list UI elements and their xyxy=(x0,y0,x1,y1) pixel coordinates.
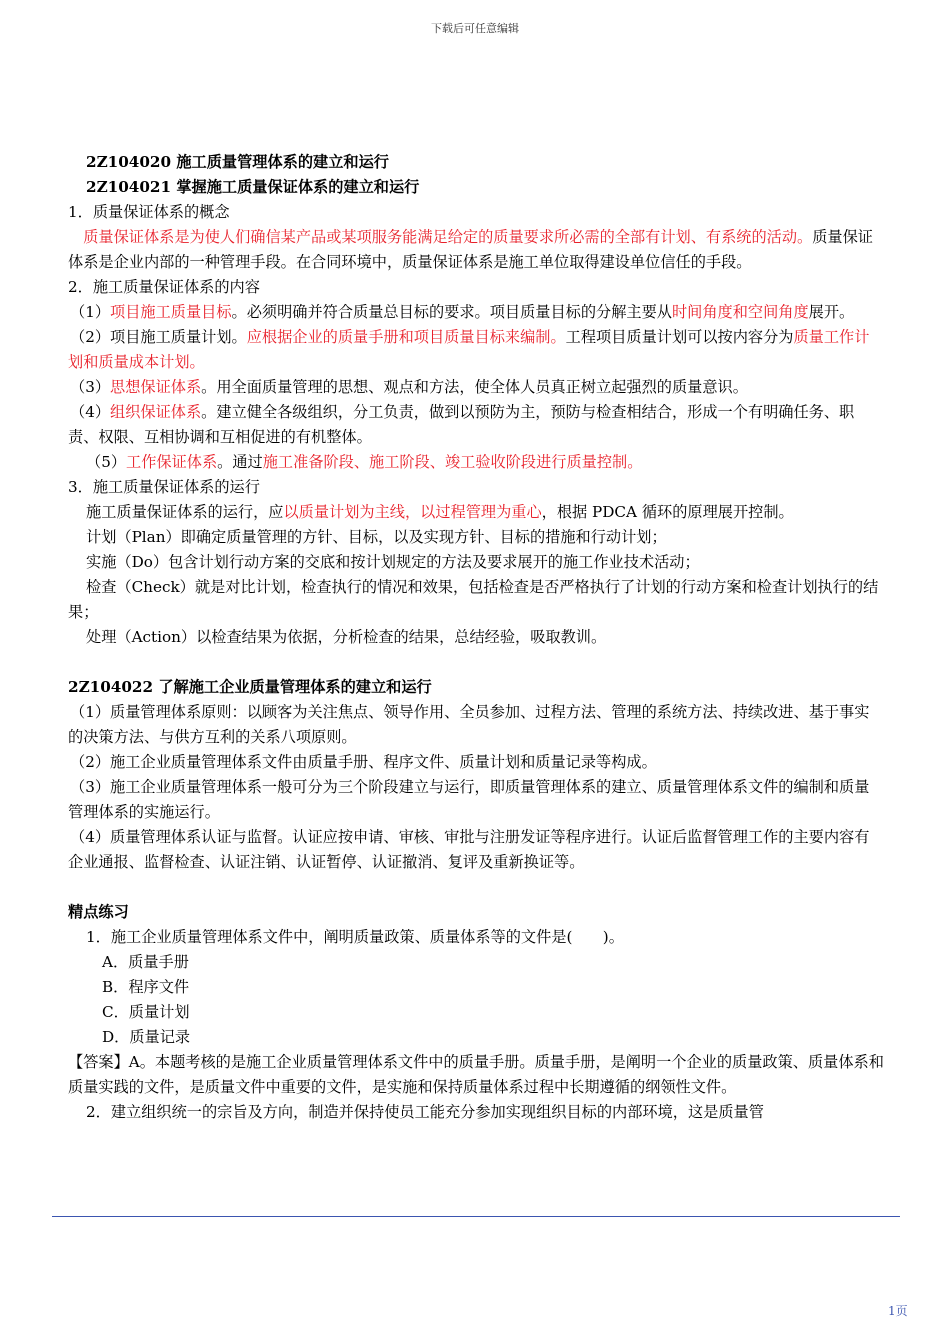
s4-i3-text: （3）施工企业质量管理体系一般可分为三个阶段建立与运行，即质量管理体系的建立、质量管理体系文件的编制和质量管理体系的实施运行。 xyxy=(68,778,870,821)
s4-item-4 xyxy=(68,825,884,875)
s3-check-text: 检查（Check）就是对比计划，检查执行的情况和效果，包括检查是否严格执行了计划的行动方案和检查计划执行的结果； xyxy=(68,578,879,621)
s3-check xyxy=(68,575,884,625)
document-body xyxy=(68,150,884,1125)
s2-i5-text: 。通过 xyxy=(217,453,263,471)
s2-i5-red2: 施工准备阶段、施工阶段、竣工验收阶段进行质量控制。 xyxy=(262,453,643,471)
s3-p1-red: 以质量计划为主线，以过程管理为重心 xyxy=(283,503,542,521)
s2-i2-red: 应根据企业的质量手册和项目质量目标来编制。 xyxy=(246,328,566,346)
page-number: 1页 xyxy=(888,1304,908,1318)
s1-red-text: 质量保证体系是为使人们确信某产品或某项服务能满足给定的质量要求所必需的全部有计划、有系统的活动。 xyxy=(83,228,813,246)
s3-p1-end: ，根据 PDCA 循环的原理展开控制。 xyxy=(541,503,794,521)
s2-item-4 xyxy=(68,400,884,450)
section-title-2Z104021: 2Z104021 掌握施工质量保证体系的建立和运行 xyxy=(86,178,420,196)
s3-heading: 3．施工质量保证体系的运行 xyxy=(68,478,260,496)
section-title-2Z104020: 2Z104020 施工质量管理体系的建立和运行 xyxy=(86,153,389,171)
s2-i4-red: 组织保证体系 xyxy=(110,403,202,421)
practice-heading: 精点练习 xyxy=(68,903,129,921)
s4-i2-text: （2）施工企业质量管理体系文件由质量手册、程序文件、质量计划和质量记录等构成。 xyxy=(70,753,657,771)
s4-i1-text: （1）质量管理体系原则：以顾客为关注焦点、领导作用、全员参加、过程方法、管理的系统方法、持续改进、基于事实的决策方法、与供方互利的关系八项原则。 xyxy=(68,703,870,746)
s2-i2-text: 工程项目质量计划可以按内容分为 xyxy=(565,328,794,346)
s2-i3-red: 思想保证体系 xyxy=(110,378,202,396)
s2-item-1 xyxy=(68,300,884,325)
page-header: 下载后可任意编辑 xyxy=(431,22,519,35)
s4-item-3 xyxy=(68,775,884,825)
s1-heading: 1．质量保证体系的概念 xyxy=(68,203,230,221)
s2-i1-red2: 时间角度和空间角度 xyxy=(671,303,809,321)
s2-item-3 xyxy=(68,375,884,400)
q1-option-c: C．质量计划 xyxy=(102,1003,190,1021)
s1-paragraph xyxy=(68,225,884,275)
s1-rest-text: 质量保证体系是企业内部的一种管理手段。在合同环境中，质量保证体系是施工单位取得建设单位信任的手段。 xyxy=(68,228,873,271)
s4-i4-text: （4）质量管理体系认证与监督。认证应按申请、审核、审批与注册发证等程序进行。认证后监督管理工作的主要内容有企业通报、监督检查、认证注销、认证暂停、认证撤消、复评及重新换证等。 xyxy=(68,828,870,871)
s3-action: 处理（Action）以检查结果为依据，分析检查的结果，总结经验，吸取教训。 xyxy=(86,628,607,646)
s2-i5-red: 工作保证体系 xyxy=(126,453,218,471)
s4-item-1 xyxy=(68,700,884,750)
q1-option-b: B．程序文件 xyxy=(102,978,190,996)
s2-item-5 xyxy=(68,450,884,475)
question-1: 1．施工企业质量管理体系文件中，阐明质量政策、质量体系等的文件是( )。 xyxy=(86,928,624,946)
q1-option-d: D．质量记录 xyxy=(102,1028,191,1046)
s2-i1-prefix: （1） xyxy=(70,303,111,321)
s3-p1-text: 施工质量保证体系的运行，应 xyxy=(86,503,284,521)
s2-heading: 2．施工质量保证体系的内容 xyxy=(68,278,260,296)
section-title-2Z104022: 2Z104022 了解施工企业质量管理体系的建立和运行 xyxy=(68,678,432,696)
s3-paragraph-1 xyxy=(68,500,884,525)
s2-i2-red2: 质量工作计划和质量成本计划。 xyxy=(68,328,870,371)
s2-i1-red: 项目施工质量目标 xyxy=(110,303,232,321)
s2-i4-prefix: （4） xyxy=(70,403,111,421)
s3-plan: 计划（Plan）即确定质量管理的方针、目标，以及实现方针、目标的措施和行动计划； xyxy=(86,528,667,546)
q1-option-a: A．质量手册 xyxy=(102,953,189,971)
s2-i3-prefix: （3） xyxy=(70,378,111,396)
answer-1: 【答案】A。本题考核的是施工企业质量管理体系文件中的质量手册。质量手册，是阐明一个企业的质量政策、质量体系和质量实践的文件，是质量文件中重要的文件，是实施和保持质量体系过程中长期遵循的纲领性文件。 xyxy=(68,1053,884,1096)
s2-i1-text: 。必须明确并符合质量总目标的要求。项目质量目标的分解主要从 xyxy=(231,303,672,321)
question-2: 2．建立组织统一的宗旨及方向，制造并保持使员工能充分参加实现组织目标的内部环境，这是质量管 xyxy=(86,1103,764,1121)
s2-i1-end: 展开。 xyxy=(808,303,855,321)
footer-divider xyxy=(52,1216,900,1217)
s4-item-2 xyxy=(68,750,884,775)
s2-item-2 xyxy=(68,325,884,375)
s2-i5-prefix: （5） xyxy=(86,453,127,471)
s3-do: 实施（Do）包含计划行动方案的交底和按计划规定的方法及要求展开的施工作业技术活动； xyxy=(86,553,700,571)
s2-i4-text: 。建立健全各级组织，分工负责，做到以预防为主，预防与检查相结合，形成一个有明确任务、职责、权限、互相协调和互相促进的有机整体。 xyxy=(68,403,855,446)
s2-i3-text: 。用全面质量管理的思想、观点和方法，使全体人员真正树立起强烈的质量意识。 xyxy=(201,378,748,396)
s2-i2-prefix: （2）项目施工质量计划。 xyxy=(70,328,247,346)
